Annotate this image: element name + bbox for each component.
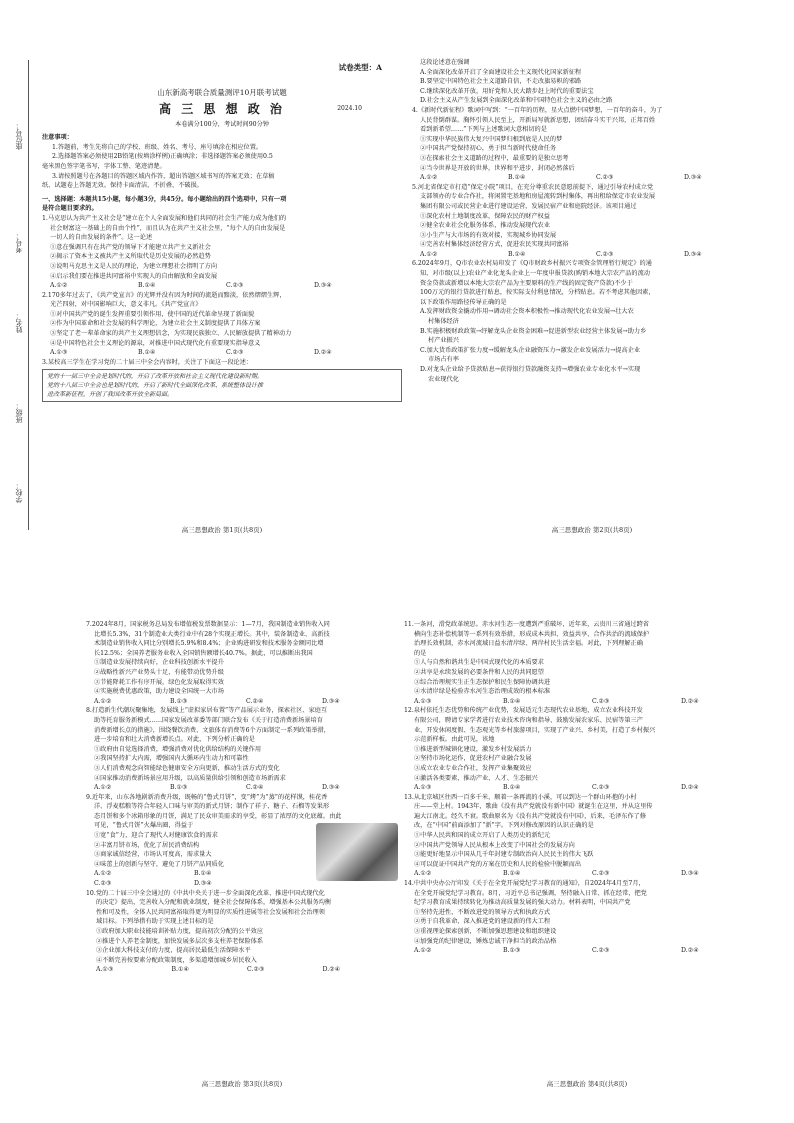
q-line: 100万元的银行贷款进行贴息，按实际支付利息情况，分档贴息。若不考虑其他因素， xyxy=(420,289,655,297)
q-line: 村集体经济 xyxy=(428,318,459,326)
q-line: ③小生产与大市场的有效对接，实现城乡协同发展 xyxy=(420,231,557,239)
q-line: 资金贷款或新增以本地大宗农产品为主要原料的生产线的固定资产贷款)不少于 xyxy=(420,279,633,287)
option-a[interactable]: A.①② xyxy=(414,947,432,955)
option-b[interactable]: B.①④ xyxy=(138,282,156,290)
q-line: A.全面深化改革开启了全面建设社会主义现代化国家新征程 xyxy=(420,68,582,76)
q-line: 农业现代化 xyxy=(428,375,459,383)
page-footer: 高三思想政治 第2页(共8页) xyxy=(551,526,633,534)
q-line: ③坚定了老一辈革命家的共产主义理想信念，为实现民族独立、人民解放提供了精神动力 xyxy=(50,330,292,338)
quote-line: 党的十一届三中全会是划时代的，开启了改革开放和社会主义现代化建设新时期。 xyxy=(47,373,264,381)
q-line: 集团有限公司或民营企业进行建设运营，发展民宿产业和庭院经济。该项目通过 xyxy=(420,202,637,210)
q-line: 11.一条河，滑党政革统思。赤水河生态一度遭到严重破坏，近年来，云贵川三省通过跨省 xyxy=(404,621,649,628)
q-line: ①实现中华民族伟大复兴中国梦归根到底是人民的梦 xyxy=(420,135,563,143)
q-line: ①中华人民共和国的成立开启了人类历史的新纪元 xyxy=(414,832,551,840)
q-line: ②推进个人养老金制度，加快发展多层次多支柱养老保险体系 xyxy=(96,937,264,945)
q-line: 态月饼和多个冰箱形象的月饼，满足了民众审美需求的享受，彰显了浓厚的文化底蕴。由此 xyxy=(94,812,342,820)
q-line: ④是中国特色社会主义理论的源泉，对推进中国式现代化有重要现实指导意义 xyxy=(50,339,261,347)
q-line: ④完善农村集体经济经营方式，促进农民实现共同富裕 xyxy=(420,241,569,249)
quote-line: 进改革新征程，开创了我国改革开放全新局面。 xyxy=(47,391,174,399)
quote-box xyxy=(42,369,402,402)
q-line: 6.2024年9月，Q市农业农村局印发了《Q市财政乡村振兴专项资金管理暂行规定》的通 xyxy=(412,260,652,268)
option-d[interactable]: D.③④ xyxy=(314,282,332,290)
side-class-label: 班级： xyxy=(15,402,23,423)
q-line: 进一步培育和壮大消费新增长点。对此，下列分析正确的是 xyxy=(94,736,255,744)
q-line: C.继续深化改革开放，用好党和人民大踏步赶上时代的重要法宝 xyxy=(420,87,594,95)
q-line: ④当今世界是开放的世界，世界和平进步，封闭必然落后 xyxy=(420,164,575,172)
q-line: ④可以促证中国共产党的方案在历史和人民的检验中脱颖而出 xyxy=(414,860,582,868)
page-footer: 高三思想政治 第4页(共8页) xyxy=(546,1080,628,1088)
q-line: ④不断完善按要素分配政策制度，多渠道增加城乡居民收入 xyxy=(96,956,257,964)
q-line: 4.《新时代新征程》歌词中写到：“一百年的历程，星火点燃中国梦想，一百年的奋斗，为了 xyxy=(412,106,663,114)
q-line: 纪学习教育成果持续转化为推动高质量发展的强大动力。材料表明，中国共产党 xyxy=(414,899,631,907)
question-10 xyxy=(86,889,398,975)
mooncake-photo xyxy=(316,823,398,881)
subject-title: 高 三 思 想 政 治 xyxy=(159,101,285,116)
q-line: ③在探索社会主义道路的过程中，最重要的是独立思考 xyxy=(420,154,569,162)
q10-options xyxy=(86,965,398,975)
q1-options xyxy=(42,281,402,291)
q-line: 2.170多年过去了，《共产党宣言》的光辉并没有因为时间的流逝而黯淡，依然熠熠生辉， xyxy=(42,291,286,299)
q-line: B.要坚定中国特色社会主义道路自信，不走改旗易帜的邪路 xyxy=(420,78,582,86)
quote-line: 党的十八届三中全会也是划时代的，开启了新时代全面深化改革、系统整体设计推 xyxy=(47,382,264,390)
q-line: ③节能降耗工作有序开展，绿色化发展取得实效 xyxy=(94,678,224,686)
q-line: 9.近年来，山东各地剧新消费升级，既畅的“鲁式月饼”，变“烤”为“蒸”的花样馍，桂花香 xyxy=(86,793,328,801)
q-line: 市场占有率 xyxy=(428,356,459,364)
note-line: 1.答题前，考生先将自己的学校、班级、姓名、考号、座号填涂在相应位置。 xyxy=(52,143,263,151)
page-footer: 高三思想政治 第3页(共8页) xyxy=(201,1080,283,1088)
q-line: 庄——堂上村。1943年，歌曲《没有共产党就没有新中国》就诞生在这里，并从这里传 xyxy=(414,803,653,811)
full-marks-note: 本卷满分100分，考试时间90分钟 xyxy=(175,120,269,128)
q-line[interactable]: D.对龙头企业给予贷款贴息→获得银行贷款融资支持→增强农业专业化水平→实现 xyxy=(420,366,641,373)
q-line: ①坚持先进性，不断改进党的领导方式和执政方式 xyxy=(414,908,551,916)
q-line: 术制造业销售收入同比分别增长5.9%和8.4%；企业购进研发和技术服务金额同比增 xyxy=(94,640,324,648)
q-line: ①深化农村土地制度改革，保障农民的财产权益 xyxy=(420,212,550,220)
q-line: ④加强党的纪律建设，锤炼忠诚干净担当的政治品格 xyxy=(414,937,557,945)
q-line: 12.泉村依托生态优势和传统产业优势，发展适元生态现代农业基地，成立农业科技开发 xyxy=(404,707,643,715)
q-line: ②战略性新兴产业势头十足，有能带动优势升级 xyxy=(94,668,224,676)
q8-options xyxy=(86,783,398,793)
q-line[interactable]: C.加大货币政策扩张力度→缓解龙头企业融资压力→激发企业发展活力→提高企业 xyxy=(420,346,641,354)
q-line: 域目标。下列举措有助于实现上述目标的是 xyxy=(96,918,214,926)
side-name-label: 姓名： xyxy=(15,312,23,333)
q-line: ③商家诚信经营，市场认可度高，需求量大 xyxy=(94,851,212,859)
q-line[interactable]: B.实施积极财政政策→纾解龙头企业资金困难→促进新型农业经营主体发展→助力乡 xyxy=(420,327,647,335)
q-line: 3.某校高三学生在学习党的二十届三中全会内容时，关注了下面这一段论述： xyxy=(42,358,253,366)
option-a[interactable]: A.①② xyxy=(94,697,112,705)
q-line: ③重视理论探索创新，不断加强思想建设和组织建设 xyxy=(414,928,557,935)
exam-title: 山东新高考联合质量测评10月联考试题 xyxy=(157,88,287,97)
option-d[interactable]: D.③④ xyxy=(322,697,340,705)
q5-options xyxy=(412,250,772,260)
q-line: 5.河北省保定市打造“保定小院”项目，在充分尊重农民意愿前提下，通过引导农村成立党 xyxy=(412,183,654,191)
q-line: 人民背倒群谋。胸怀引领人民至上，开新局写就新思想，团结奋斗实干兴邦，正邦百姓 xyxy=(420,116,656,124)
q-line: 13.从北京城区往西一百多千米，顺着一条再流的小溪，可以到达一个群山环抱的小村 xyxy=(404,793,637,801)
q-line: 可见，“鲁式月饼”火爆出圈，得益于 xyxy=(94,822,194,830)
q-line: ②坚持市场化运作，促进农村产业融合发展 xyxy=(414,755,532,763)
q-line: 横向生态补偿机制等一系列有效举措，形成成本共担、效益共享、合作共治的流域保护 xyxy=(414,630,650,638)
option-a[interactable]: A.①② xyxy=(94,870,112,878)
question-3 xyxy=(42,358,402,403)
option-c[interactable]: C.②③ xyxy=(592,784,610,792)
q2-options xyxy=(42,348,402,358)
option-b[interactable]: B.①③ xyxy=(170,697,188,705)
exam-page-1 xyxy=(42,58,402,534)
q-line: 示范新样板。由此可见，该地 xyxy=(414,736,495,744)
note-line: 纸、试题卷上答题无效。保持卡面清洁，不折叠、不破损。 xyxy=(42,182,203,190)
q-line: 以下政策作用路径传导正确的是 xyxy=(420,298,507,306)
paper-type: 试卷类型：A xyxy=(338,63,382,72)
binding-line xyxy=(28,60,29,530)
q-line: ④国家推动消费新场景应用升级，以高质量供给引领和创造市场新需求 xyxy=(94,774,286,782)
q-line: 长12.5%；全国养老服务业收入全国销售额增长40.7%。据此，可以推断出我国 xyxy=(94,649,313,657)
q-line: 消费新增长点的措施》，围绕餐饮消费、文旅体育消费等6个方面制定一系列政策举措， xyxy=(94,726,330,734)
note-line: 2.选择题答案必须使用2B铅笔(按填涂样例)正确填涂；非选择题答案必须使用0.5 xyxy=(52,153,273,161)
question-12 xyxy=(404,706,770,792)
option-d[interactable]: D.③④ xyxy=(681,870,699,878)
exam-page-4 xyxy=(404,620,770,1088)
q-line: ④水清岸绿是检验赤水河生态治理成效的根本标准 xyxy=(414,688,551,696)
q-line: ②作为中国革命和社会发展的科学理论，为建立社会主义制度提供了具体方案 xyxy=(50,320,261,328)
option-c[interactable]: C.②③ xyxy=(94,880,112,888)
option-c[interactable]: C.②④ xyxy=(246,784,264,792)
q-line: ①意在强调只有在共产党的领导下才能建立共产主义新社会 xyxy=(50,243,211,251)
question-8 xyxy=(86,706,398,792)
q-line: 性和可及性，全体人民共同富裕取得更为明显的实质性进展等社会发展和社会治理领 xyxy=(96,908,325,916)
q-line: ③企业加大科技支付的力度，提高居民最低生活保障水平 xyxy=(96,947,251,955)
option-c[interactable]: C.②③ xyxy=(592,947,610,955)
question-14 xyxy=(404,879,770,956)
option-c[interactable]: C.②③ xyxy=(226,282,244,290)
q-line: ①制造业发展持续向好，企业科技创新水平提升 xyxy=(94,659,224,667)
q-line: 的决定》提出，完善收入分配和就业制度，健全社会保障体系，增强基本公共服务均衡 xyxy=(96,899,332,907)
q-line: ①人与自然和谐共生是中国式现代化的本质要求 xyxy=(414,659,544,667)
q-line: 1.马克思认为共产主义社会是“建立在个人全面发展和他们共同的社会生产能力成为他们的 xyxy=(42,214,287,222)
q-line: 看到新希望……”下列与上述歌词大意相切的是 xyxy=(420,126,547,134)
subject-row xyxy=(42,98,402,120)
page-footer: 高三思想政治 第1页(共8页) xyxy=(181,526,263,534)
q-line: 一切人的自由发展的条件”。这一论述 xyxy=(50,234,153,242)
q-line: ③人们消费观念向智能绿色健康安全方向更新，推动生活方式的变化 xyxy=(94,764,280,772)
q-line: 治理长效机制，赤水河流域日益水清岸绿、两岸村民生活幸福。对此，下列理解正确 xyxy=(414,640,643,648)
q14-options xyxy=(404,946,770,956)
option-b[interactable]: B.①③ xyxy=(503,947,521,955)
q-line: 村产业振兴 xyxy=(428,337,459,345)
q9-options-row2 xyxy=(86,879,294,889)
option-a[interactable]: A.①③ xyxy=(50,349,68,357)
side-exam-no-label: 考号： xyxy=(15,232,23,253)
question-7 xyxy=(86,620,398,706)
q-line: ①推进新型城镇化建设，激发乡村发展活力 xyxy=(414,745,532,753)
option-b[interactable]: B.①④ xyxy=(503,697,521,705)
q-line: 比增长5.3%，31个制造业大类行业中有28个实现正增长。其中，装备制造业、高新技 xyxy=(94,630,330,638)
q-line: ②勇于自我革命，深入推进党的建设新的伟大工程 xyxy=(414,918,551,926)
option-c[interactable]: C.②③ xyxy=(596,250,614,258)
side-school-label: 学校： xyxy=(15,482,23,503)
option-a[interactable]: A.①② xyxy=(50,282,68,290)
section-heading-cont: 是符合题目要求的。 xyxy=(42,205,98,213)
q-line: D.社会主义从产生发展到全面深化改革和中国特色社会主义的必由之路 xyxy=(420,97,613,105)
option-c[interactable]: C.②③ xyxy=(592,697,610,705)
q-line: ④激活各类要素，推动产业、人才、生态振兴 xyxy=(414,774,538,782)
note-line: 毫米黑色签字笔书写，字体工整、笔迹清楚。 xyxy=(42,162,166,170)
option-a[interactable]: A.①③ xyxy=(414,697,432,705)
notes-title: 注意事项： xyxy=(42,134,73,142)
option-b[interactable]: B.①④ xyxy=(171,966,190,974)
q11-options xyxy=(404,697,770,707)
q12-options xyxy=(404,783,770,793)
option-d[interactable]: D.③④ xyxy=(322,784,340,792)
question-2 xyxy=(42,291,402,358)
option-c[interactable]: C.②③ xyxy=(247,966,265,974)
side-seat-label: 座位号： xyxy=(15,122,23,150)
option-a[interactable]: A.①② xyxy=(420,174,438,182)
q-line: 助等托育服务新模式……国家发展改革委等部门联合发布《关于打造消费新场景培育 xyxy=(94,716,323,724)
q7-options xyxy=(86,697,398,707)
q-line: ②共享是永续发展的必要条件和人民的共同愿望 xyxy=(414,668,544,676)
q-line: 业，开发休闲度假、生态观光等乡村旅游项目，实现了产业兴、乡村美，打造了乡村振兴 xyxy=(414,726,656,734)
q-line: ②中国共产党保持初心，勇于担当新时代使命任务 xyxy=(420,145,557,153)
q-line: ①对中国共产党的诞生发挥重要引领作用，使中国的近代革命呈现了新面貌 xyxy=(50,310,255,318)
option-a[interactable]: A.①② xyxy=(414,870,432,878)
q-line: 遍大江南北。经久不衰。歌曲原名为《没有共产党就没有中国》，后来，毛泽东作了修 xyxy=(414,812,647,820)
q-line: ①宽“食”力，迎合了现代人对健康饮食的需求 xyxy=(94,832,218,840)
q-line: 的是 xyxy=(414,649,427,657)
q4-options xyxy=(412,173,772,183)
q-line: 光芒四射，对中国影响巨大，意义非凡。《共产党宣言》 xyxy=(50,301,202,309)
option-b[interactable]: B.①④ xyxy=(138,349,156,357)
section-heading: 一、选择题：本题共15小题，每小题3分，共45分。每小题给出的四个选项中，只有一项 xyxy=(42,195,287,203)
q-line: ④味蕾上的创新与坚守，避免了月饼产品同质化 xyxy=(94,860,224,868)
q-line: 8.打造新生代潮玩聚集地，发展线上“虚拟家居布置”等产品展示业务，探索社区、家庭互 xyxy=(86,707,328,715)
q-line: 这段论述意在强调 xyxy=(420,59,470,66)
option-b[interactable]: B.①④ xyxy=(508,174,526,182)
q-line: 支部领办的专业合作社，将闲置宅基地和房屋流转到村集体，再出租给保定市农业发展 xyxy=(420,193,656,201)
option-b[interactable]: B.①③ xyxy=(170,784,188,792)
question-13 xyxy=(404,793,770,879)
option-d[interactable]: D.②④ xyxy=(681,697,699,705)
notes-list xyxy=(42,143,402,191)
q-line: ①政府由自觉选择消费，增强消费对优化供给结构的关键作用 xyxy=(94,745,262,753)
option-c[interactable]: C.②③ xyxy=(226,349,244,357)
q-line: 有限公司，聘请专家学者进行农业技术咨询和指导，鼓励发展农家乐、民宿等第三产 xyxy=(414,716,643,724)
q-line: 在全党开展党纪学习教育。8月，习近平总书记强调，坚持融入日常、抓在经常，把党 xyxy=(414,889,647,897)
option-a[interactable]: A.①② xyxy=(94,784,112,792)
q-line: ③说明马克思主义是人民的理论，为建立理想社会指明了方向 xyxy=(50,262,218,270)
exam-page-3 xyxy=(86,620,398,1088)
q-line: ②我国坚持扩大内需，增强国内大循环内生动力和可靠性 xyxy=(94,755,249,763)
option-a[interactable]: A.①③ xyxy=(414,784,432,792)
option-d[interactable]: D.③④ xyxy=(684,250,702,258)
q-line: 洋、浮麦糕粮等符合年轻人口味与审美的新式月饼；制作了祥子、糖子、石榴等发果形 xyxy=(94,803,330,811)
option-b[interactable]: B.①④ xyxy=(508,250,526,258)
q-line: ④实施税费优惠政策，助力建设全国统一大市场 xyxy=(94,688,224,696)
q-line: 10.党的二十届三中全会通过的《中共中央关于进一步全面深化改革、推进中国式现代化 xyxy=(86,889,325,897)
option-d[interactable]: D.②④ xyxy=(322,966,341,974)
q9-options-row1 xyxy=(86,869,294,879)
question-1 xyxy=(42,214,402,291)
option-d[interactable]: D.③④ xyxy=(684,174,702,182)
option-c[interactable]: C.②④ xyxy=(246,697,264,705)
q-line: ③能更好地显示中国从几千年封建专制政治向人民民主的伟大飞跃 xyxy=(414,851,594,859)
q-line: ④启示我们要在推进共同富裕中实现人的自由解放和全面发展 xyxy=(50,272,218,280)
q-line: ③综合治理规实生正生态保护和民生保障协调共进 xyxy=(414,678,551,686)
option-b[interactable]: B.①④ xyxy=(194,870,212,878)
q-line: 知，对市级(以上)农业产业化龙头企业上一年度申报贷款(购销本地大宗农产品的流动 xyxy=(420,270,650,278)
option-b[interactable]: B.①④ xyxy=(503,870,521,878)
q-line: 改，在“中国”前面添加了“新”字。下列对修改原因的认识正确的是 xyxy=(414,822,594,830)
q-line[interactable]: A.发挥财政资金撬动作用→调动社会资本积极性→推动现代化农业发展→壮大农 xyxy=(420,308,634,316)
option-c[interactable]: C.②③ xyxy=(596,174,614,182)
exam-date: 2024.10 xyxy=(337,104,362,112)
option-d[interactable]: D.②④ xyxy=(314,349,332,357)
question-6 xyxy=(412,259,772,384)
note-line: 3.请按照题号在各题目的答题区域内作答，超出答题区域书写的答案无效；在草稿 xyxy=(52,172,275,180)
q-line: 14.中共中央办公厅印发《关于在全党开展党纪学习教育的通知》，自2024年4月至7月， xyxy=(404,880,645,888)
q-line: ①政府加大职业技能培训补贴力度，提高初次分配的公平效应 xyxy=(96,928,264,935)
q-line: 7.2024年8月，国家税务总局发布增值税发票数据显示：1—7月，我国制造业销售收入同 xyxy=(86,621,330,628)
exam-page-2 xyxy=(412,58,772,534)
q-line: 社会财富这一基础上的自由个性”，而且认为在共产主义社会里，“每个人的自由发展是 xyxy=(50,224,286,232)
question-11 xyxy=(404,620,770,706)
q-line: ②健全农业社会化服务体系，推动发展现代农业 xyxy=(420,222,550,230)
option-a[interactable]: A.①③ xyxy=(96,966,114,974)
question-9 xyxy=(86,793,398,889)
option-c[interactable]: C.②③ xyxy=(592,870,610,878)
option-b[interactable]: B.①④ xyxy=(503,784,521,792)
q-line: ③成立农业专业合作社，发挥产业集聚效应 xyxy=(414,764,532,772)
option-d[interactable]: D.②④ xyxy=(681,784,699,792)
q-line: ②中国共产党领导人民从根本上改变了中国社会的发展方向 xyxy=(414,841,575,849)
question-5 xyxy=(412,183,772,260)
option-a[interactable]: A.①② xyxy=(420,250,438,258)
q-line: ②揭示了资本主义被共产主义所取代是历史发展的必然趋势 xyxy=(50,253,211,261)
q-line: ②丰富月饼市场，优化了居民消费结构 xyxy=(94,841,200,849)
question-3-4 xyxy=(412,58,772,183)
q13-options xyxy=(404,869,770,879)
option-d[interactable]: D.③④ xyxy=(194,880,212,888)
option-d[interactable]: D.②④ xyxy=(681,947,699,955)
